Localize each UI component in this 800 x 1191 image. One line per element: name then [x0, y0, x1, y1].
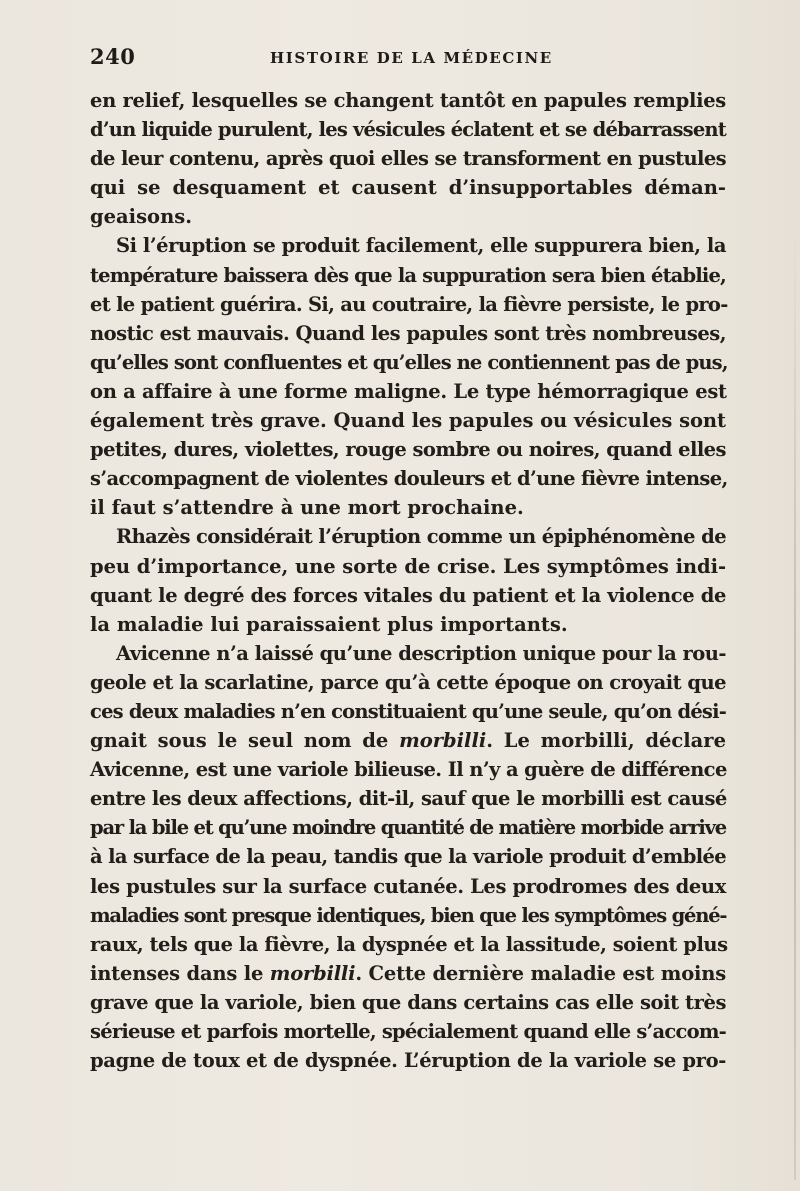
text-line — [90, 959, 726, 988]
text-line — [90, 202, 726, 231]
text-line — [90, 86, 726, 115]
text-run: de leur contenu, après quoi elles se transforment en pustules — [90, 147, 726, 171]
text-line — [90, 290, 726, 319]
text-line — [90, 231, 726, 260]
text-run: qui se desquament et causent d’insupportables déman- — [90, 176, 726, 200]
text-line — [90, 173, 726, 202]
text-run: entre les deux affections, dit-il, sauf que le morbilli est causé — [90, 787, 727, 811]
text-run: nostic est mauvais. Quand les papules sont très nombreuses, — [90, 321, 726, 345]
text-run: peu d’importance, une sorte de crise. Les symptômes indi- — [90, 554, 726, 578]
text-line — [90, 348, 726, 377]
body-text — [90, 86, 726, 1075]
text-run: qu’elles sont confluentes et qu’elles ne contiennent pas de pus, — [90, 350, 728, 374]
text-line — [90, 115, 726, 144]
text-run: geaisons. — [90, 205, 193, 229]
text-line — [90, 901, 726, 930]
text-run: pagne de toux et de dyspnée. L’éruption de la variole se pro- — [90, 1049, 726, 1073]
text-run: maladies sont presque identiques, bien que les symptômes géné- — [90, 903, 727, 927]
running-head: HISTOIRE DE LA MÉDECINE — [270, 49, 553, 67]
text-run: la maladie lui paraissaient plus importants. — [90, 612, 568, 636]
text-line — [90, 261, 726, 290]
text-run: en relief, lesquelles se changent tantôt en papules remplies — [90, 89, 726, 112]
text-run: d’un liquide purulent, les vésicules éclatent et se débarrassent — [90, 118, 726, 142]
text-line — [90, 784, 726, 813]
text-line — [90, 755, 726, 784]
text-line — [90, 522, 726, 551]
text-line — [90, 1046, 726, 1075]
text-run: également très grave. Quand les papules ou vésicules sont — [90, 409, 726, 433]
text-run: . Cette dernière maladie est moins — [355, 961, 726, 985]
text-run: à la surface de la peau, tandis que la variole produit d’emblée — [90, 845, 726, 869]
text-line — [90, 872, 726, 901]
text-line — [90, 726, 726, 755]
text-line — [90, 639, 726, 668]
text-line — [90, 435, 726, 464]
text-line — [90, 1017, 726, 1046]
text-line — [90, 144, 726, 173]
text-run: sérieuse et parfois mortelle, spécialement quand elle s’accom- — [90, 1020, 726, 1043]
page-edge-shadow — [794, 220, 796, 1180]
text-run: Avicenne, est une variole bilieuse. Il n’y a guère de différence — [90, 758, 727, 782]
text-run: ces deux maladies n’en constituaient qu’une seule, qu’on dési- — [90, 699, 726, 723]
text-run: grave que la variole, bien que dans certains cas elle soit très — [90, 990, 726, 1014]
page-number: 240 — [90, 44, 136, 69]
italic-term: morbilli — [399, 729, 487, 753]
text-run: Rhazès considérait l’éruption comme un épiphénomène de — [116, 525, 726, 549]
text-line — [90, 406, 726, 435]
text-run: par la bile et qu’une moindre quantité de matière morbide arrive — [90, 816, 726, 840]
text-line — [90, 813, 726, 842]
text-run: quant le degré des forces vitales du patient et la violence de — [90, 583, 726, 607]
text-run: . Le morbilli, déclare — [486, 729, 726, 753]
text-run: intenses dans le — [90, 961, 270, 985]
text-run: s’accompagnent de violentes douleurs et d’une fièvre intense, — [90, 467, 728, 491]
text-line — [90, 581, 726, 610]
text-line — [90, 464, 726, 493]
text-run: petites, dures, violettes, rouge sombre ou noires, quand elles — [90, 438, 726, 462]
text-line — [90, 842, 726, 871]
text-line — [90, 988, 726, 1017]
text-line — [90, 697, 726, 726]
text-run: geole et la scarlatine, parce qu’à cette époque on croyait que — [90, 670, 726, 694]
text-run: gnait sous le seul nom de — [90, 729, 400, 753]
italic-term: morbilli — [269, 961, 356, 985]
text-run: Avicenne n’a laissé qu’une description unique pour la rou- — [116, 641, 726, 665]
text-line — [90, 610, 726, 639]
text-run: température baissera dès que la suppuration sera bien établie, — [90, 263, 726, 287]
text-run: il faut s’attendre à une mort prochaine. — [90, 496, 524, 520]
page-header — [90, 44, 730, 74]
text-run: les pustules sur la surface cutanée. Les prodromes des deux — [90, 874, 726, 898]
text-line — [90, 930, 726, 959]
text-line — [90, 493, 726, 522]
text-line — [90, 319, 726, 348]
text-line — [90, 377, 726, 406]
text-line — [90, 552, 726, 581]
text-run: raux, tels que la fièvre, la dyspnée et la lassitude, soient plus — [90, 932, 728, 956]
text-run: et le patient guérira. Si, au coutraire, la fièvre persiste, le pro- — [90, 292, 728, 316]
text-line — [90, 668, 726, 697]
text-run: on a affaire à une forme maligne. Le type hémorragique est — [90, 379, 727, 403]
text-run: Si l’éruption se produit facilement, elle suppurera bien, la — [116, 234, 726, 258]
